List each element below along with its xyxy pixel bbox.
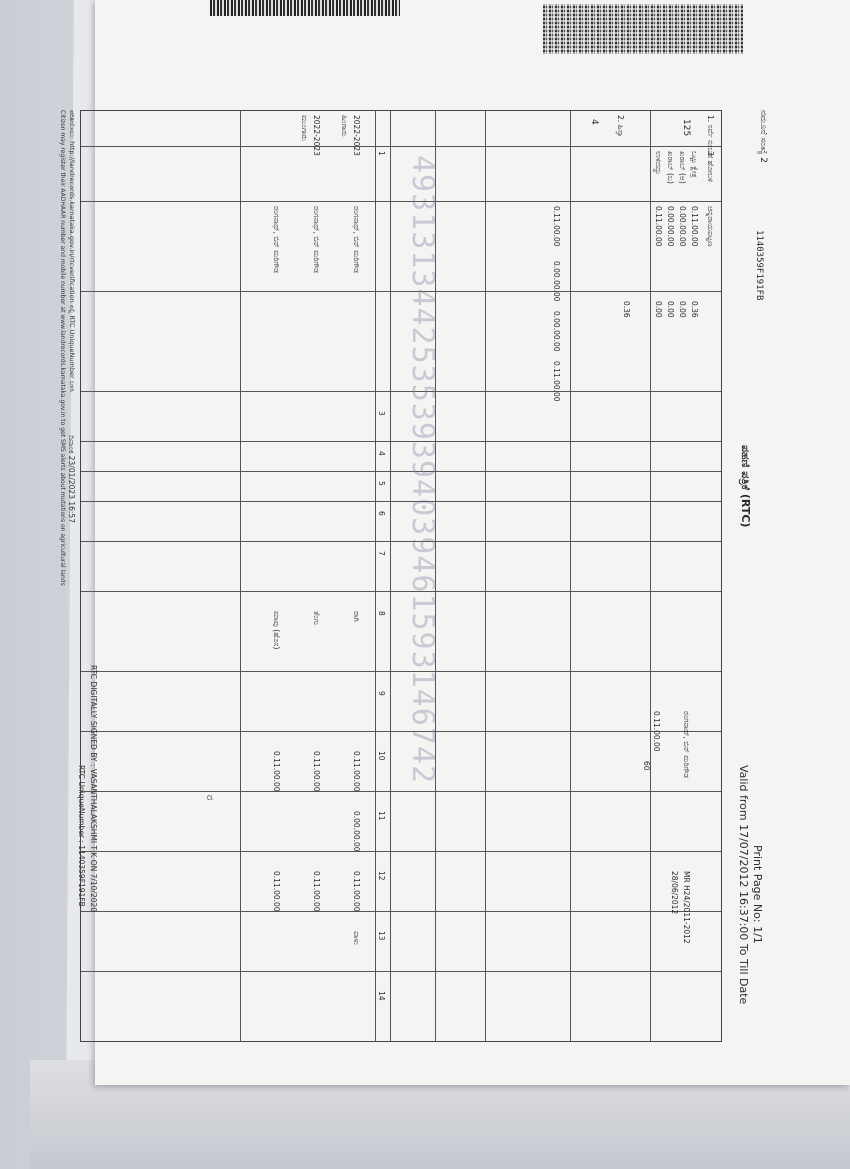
crop-row-3-crop: ಮಾವು (ಹೊಸ) bbox=[272, 611, 281, 650]
area-label-3: ಖರಾಬ್ (ಬ) bbox=[666, 151, 675, 184]
page-title: ಪಹಣಿ ಪತ್ರಿಕೆ (RTC) bbox=[739, 445, 752, 528]
crop-row-1-year: 2022-2023 bbox=[352, 115, 361, 156]
crop-row-1-area3: 0.11.00.00 bbox=[352, 871, 361, 912]
tax-value-4: 0.00 bbox=[654, 301, 663, 318]
watermark-number: 493131344253539394039461593146742 bbox=[405, 155, 440, 785]
crop-row-2-area3: 0.11.00.00 bbox=[312, 871, 321, 912]
col-num-12: 12 bbox=[377, 871, 386, 881]
crop-row-2-area1: 0.11.00.00 bbox=[312, 751, 321, 792]
area-label-1: ಒಟ್ಟು ಕ್ಷೇತ್ರ bbox=[690, 151, 699, 178]
area-value-1: 0.11.00.00 bbox=[690, 206, 699, 247]
area-label-4: ಉಳಿದದ್ದು bbox=[654, 151, 663, 175]
verification-url: ಪರಿಶೀಲಿಸಲು: http://landrecords.karnataka.gov.in/rtcverification ನಲ್ಲಿ RTC UniqueNumber ಬಳಸಿ bbox=[68, 110, 76, 393]
citizen-note: Citizen may register their AADHAAR number and mobile number at www.landrecords.karnataka.gov.in to get SMS alerts about mutations on agricultural lands bbox=[59, 110, 66, 586]
mutation-ref: MR H24/2011-2012 bbox=[682, 871, 691, 944]
rtc-table bbox=[80, 110, 722, 1042]
mutation-date: 28/06/2012 bbox=[670, 871, 679, 915]
crop-row-1-name: ರಂಗನಾಥ್, ಬಿನ್ ಮರಿಗೌಡ bbox=[352, 206, 361, 273]
col-num-6: 6 bbox=[377, 511, 386, 516]
land-breakdown-3: 0.00.00.00 bbox=[552, 311, 561, 352]
crop-row-2-crop: ತೆಂಗು bbox=[312, 611, 321, 626]
crop-row-1-area1: 0.11.00.00 bbox=[352, 751, 361, 792]
col-num-1: 1 bbox=[377, 151, 386, 156]
col-num-8: 8 bbox=[377, 611, 386, 616]
land-breakdown-2: 0.00.00.00 bbox=[552, 261, 561, 302]
area-value-3: 0.00.00.00 bbox=[666, 206, 675, 247]
col-num-14: 14 bbox=[377, 991, 386, 1001]
crop-row-2-season: ಮುಂಗಾರು bbox=[300, 115, 309, 141]
col-num-13: 13 bbox=[377, 931, 386, 941]
crop-row-3-area3: 0.11.00.00 bbox=[272, 871, 281, 912]
valid-from: Valid from 17/07/2012 16:37:00 To Till Date bbox=[737, 765, 750, 1005]
hissa-no: 4 bbox=[589, 119, 599, 125]
rtc-document bbox=[59, 5, 770, 1065]
crop-row-1-note: ಪಾಳು bbox=[352, 931, 361, 945]
owner-name: ರಂಗನಾಥ್, ಬಿನ್ ಮರಿಗೌಡ bbox=[682, 711, 691, 778]
page-mark: ರ bbox=[204, 795, 215, 801]
crop-row-1-crop: ರಾಗಿ bbox=[352, 611, 361, 622]
crop-row-1-area2: 0.00.00.00 bbox=[352, 811, 361, 852]
crop-row-1-season: ಹಿಂಗಾರು bbox=[340, 115, 349, 137]
issue-date: ದಿನಾಂಕ 23/01/2023 16:57 bbox=[67, 435, 76, 523]
hissa-label: 2. ಹಿಸ್ಸಾ bbox=[616, 115, 625, 138]
col-num-4: 4 bbox=[377, 451, 386, 456]
barcode-id: 1140359F191FB bbox=[754, 230, 764, 301]
crop-row-3-name: ರಂಗನಾಥ್, ಬಿನ್ ಮರಿಗೌಡ bbox=[272, 206, 281, 273]
village-label: 3. ಹೋಬಳಿ bbox=[706, 151, 715, 183]
survey-no-label: 1. ಸರ್ವೆ ನಂಬರ್ bbox=[706, 115, 715, 159]
land-breakdown-1: 0.11.00.00 bbox=[552, 206, 561, 247]
col-num-10: 10 bbox=[377, 751, 386, 761]
col-num-3: 3 bbox=[377, 411, 386, 416]
form-number: ನಮೂನೆ ಸಂಖ್ಯೆ 2 bbox=[758, 110, 768, 164]
area-value-2: 0.00.00.00 bbox=[678, 206, 687, 247]
crop-row-2-year: 2022-2023 bbox=[312, 115, 321, 156]
tax-value-3: 0.00 bbox=[666, 301, 675, 318]
area-label-2: ಖರಾಬ್ (ಅ) bbox=[678, 151, 687, 184]
col-num-5: 5 bbox=[377, 481, 386, 486]
digital-signature: RTC DIGITALLY SIGNED BY : VASANTHALAKSHMI T K ON 7/10/2020 bbox=[89, 665, 98, 913]
total-tax: 0.36 bbox=[622, 301, 631, 318]
col-num-7: 7 bbox=[377, 551, 386, 556]
rtc-unique-number: RTC UniqueNumber : 1140359F191FB bbox=[77, 765, 86, 907]
owner-extent: 0.11.00.00 bbox=[652, 711, 661, 752]
land-breakdown-4: 0.11.00.00 bbox=[552, 361, 561, 402]
col-num-11: 11 bbox=[377, 811, 386, 821]
col-num-9: 9 bbox=[377, 691, 386, 696]
village-name: ಚನ್ನರಾಯಪಟ್ಟಣ bbox=[706, 206, 715, 247]
owner-khata: 60 bbox=[642, 761, 651, 771]
tax-value-2: 0.00 bbox=[678, 301, 687, 318]
tax-value-1: 0.36 bbox=[690, 301, 699, 318]
crop-row-2-name: ರಂಗನಾಥ್, ಬಿನ್ ಮರಿಗೌಡ bbox=[312, 206, 321, 273]
survey-no: 125 bbox=[681, 119, 691, 137]
area-value-4: 0.11.00.00 bbox=[654, 206, 663, 247]
crop-row-3-area1: 0.11.00.00 bbox=[272, 751, 281, 792]
print-page-number: Print Page No: 1/1 bbox=[751, 845, 764, 944]
